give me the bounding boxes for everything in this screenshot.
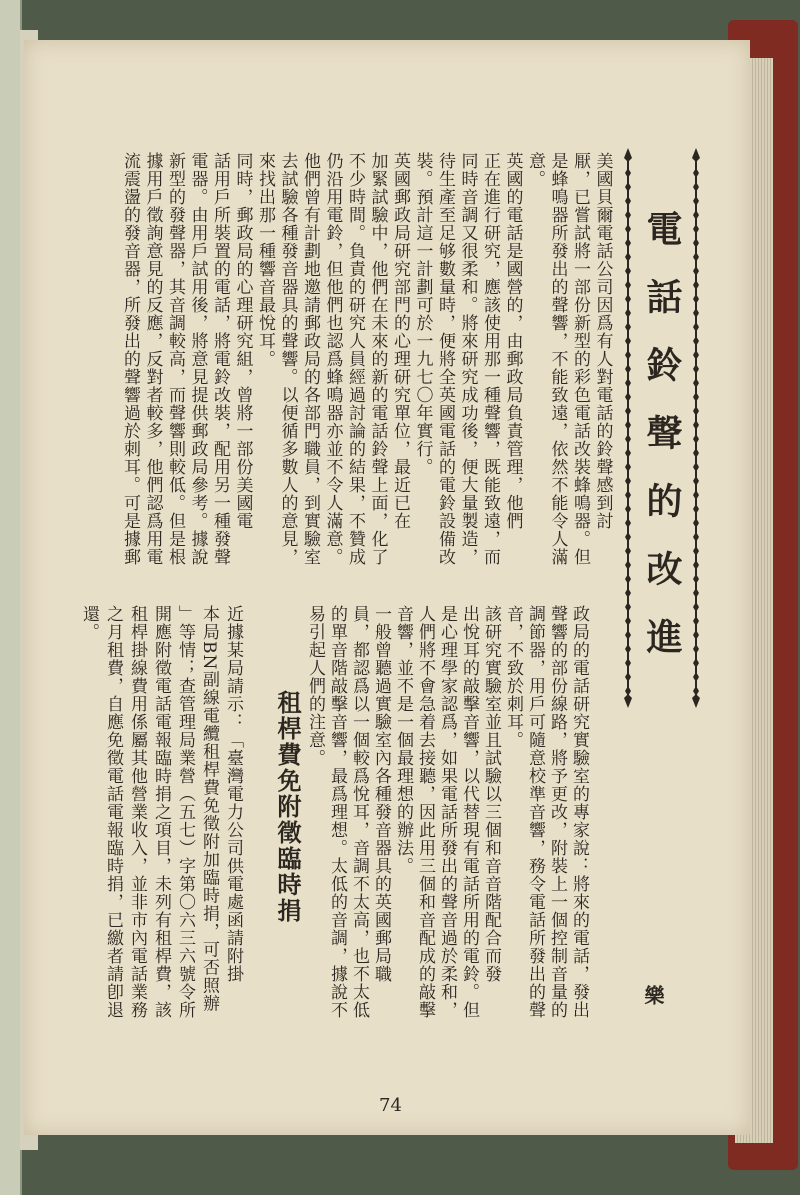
text-column: 新型的發聲器，其音調較高，而聲響則較低。但是根 bbox=[165, 152, 185, 566]
notice-column: 之月租費，自應免徵電話電報臨時捐，已繳者請卽退 bbox=[103, 605, 123, 1019]
notice-title: 租桿費免附徵臨時捐 bbox=[273, 690, 301, 924]
text-column: 流震盪的發音器，所發出的聲響過於刺耳。可是據郵 bbox=[120, 152, 140, 566]
text-column: 正在進行研究，應該使用那一種聲響，既能致遠，而 bbox=[480, 152, 500, 566]
text-column: 去試驗各種發音器具的聲響。以便循多數人的意見， bbox=[277, 152, 298, 566]
text-column: 同時音調又很柔和。將來研究成功後，便大量製造， bbox=[457, 152, 478, 566]
text-column: 音，不致於刺耳。 bbox=[503, 605, 523, 749]
text-column: 音響，並不是一個最理想的辦法。 bbox=[393, 605, 413, 875]
text-column: 易引起人們的注意。 bbox=[305, 605, 325, 767]
text-column: 仍沿用電鈴，但他們也認爲蜂鳴器亦並不令人滿意。 bbox=[322, 152, 343, 566]
adjacent-page-edge bbox=[0, 0, 22, 1195]
magazine-page bbox=[24, 40, 750, 1135]
text-column: 政局的電話研究實驗室的專家說：將來的電話，發出 bbox=[569, 605, 589, 1019]
text-column: 人們將不會急着去接聽，因此用三個和音配成的敲擊 bbox=[415, 605, 435, 1019]
text-column: 的單音階敲擊音響，最爲理想。太低的音調，據說不 bbox=[327, 605, 347, 1019]
text-column: 同時，郵政局的心理研究組，曾將一部份美國電 bbox=[232, 152, 253, 530]
text-column: 聲響的部份線路，將予更改，附裝上一個控制音量的 bbox=[547, 605, 567, 1019]
notice-column: 本局BN副線電纜租桿費免徵附加臨時捐，可否照辦 bbox=[199, 605, 219, 1013]
author-name: 樂 bbox=[641, 985, 665, 1005]
notice-column: 開應附徵電話電報臨時捐之項目，未列有租桿費，該 bbox=[151, 605, 171, 1019]
text-column: 據用戶徵詢意見的反應，反對者較多，他們認爲用電 bbox=[142, 152, 163, 566]
notice-column: 租桿掛線費用係屬其他營業收入，並非市內電話業務 bbox=[127, 605, 147, 1019]
text-column: 是心理學家認爲，如果電話所發出的聲音過於柔和， bbox=[437, 605, 457, 1019]
text-column: 該研究實驗室並且試驗以三個和音音階配合而發 bbox=[481, 605, 501, 983]
text-column: 他們曾有計劃地邀請郵政局的各部門職員，到實驗室 bbox=[300, 152, 320, 566]
page-number: 74 bbox=[379, 1095, 402, 1116]
notice-column: 近據某局請示：「臺灣電力公司供電處函請附掛 bbox=[223, 605, 243, 983]
text-column: 出悅耳的敲擊音響，以代替現有電話所用的電鈴。但 bbox=[459, 605, 479, 1019]
notice-column: 還。 bbox=[79, 605, 99, 641]
text-column: 話用戶所裝置的電話，將電鈴改裝，配用另一種發聲 bbox=[210, 152, 230, 566]
text-column: 厭，已嘗試將一部份新型的彩色電話改裝蜂鳴器。但 bbox=[570, 152, 590, 566]
text-column: 是蜂鳴器所發出的聲響，不能致遠，依然不能令人滿 bbox=[547, 152, 568, 566]
text-column: 意。 bbox=[525, 152, 545, 188]
text-column: 一般曾聽過實驗室內各種發音器具的英國郵局職 bbox=[371, 605, 391, 983]
text-column: 英國的電話是國營的，由郵政局負責管理，他們 bbox=[502, 152, 523, 530]
text-column: 待生產至足够數量時，便將全英國電話的電鈴設備改 bbox=[435, 152, 455, 566]
text-column: 員，都認爲以一個較爲悅耳，音調不太高，也不太低 bbox=[349, 605, 369, 1019]
text-column: 調節器，用戶可隨意校準音響，務令電話所發出的聲 bbox=[525, 605, 545, 1019]
notice-column: 」等情；查管理局業營（五七）字第〇六三六號令所 bbox=[175, 605, 195, 1019]
text-column: 美國貝爾電話公司因爲有人對電話的鈴聲感到討 bbox=[592, 152, 613, 530]
article-title: 電話鈴聲的改進 bbox=[641, 210, 682, 686]
text-column: 電器。由用戶試用後，將意見提供郵政局參考。據說 bbox=[187, 152, 208, 566]
text-column: 加緊試驗中，他們在未來的新的電話鈴聲上面，化了 bbox=[367, 152, 388, 566]
text-column: 來找出那一種響音最悅耳。 bbox=[255, 152, 275, 368]
text-column: 英國郵政局研究部門的心理研究單位，最近已在 bbox=[390, 152, 410, 530]
text-column: 裝。預計這一計劃可於一九七〇年實行。 bbox=[412, 152, 433, 476]
text-column: 不少時間。負責的研究人員經過討論的結果，不贊成 bbox=[345, 152, 365, 566]
